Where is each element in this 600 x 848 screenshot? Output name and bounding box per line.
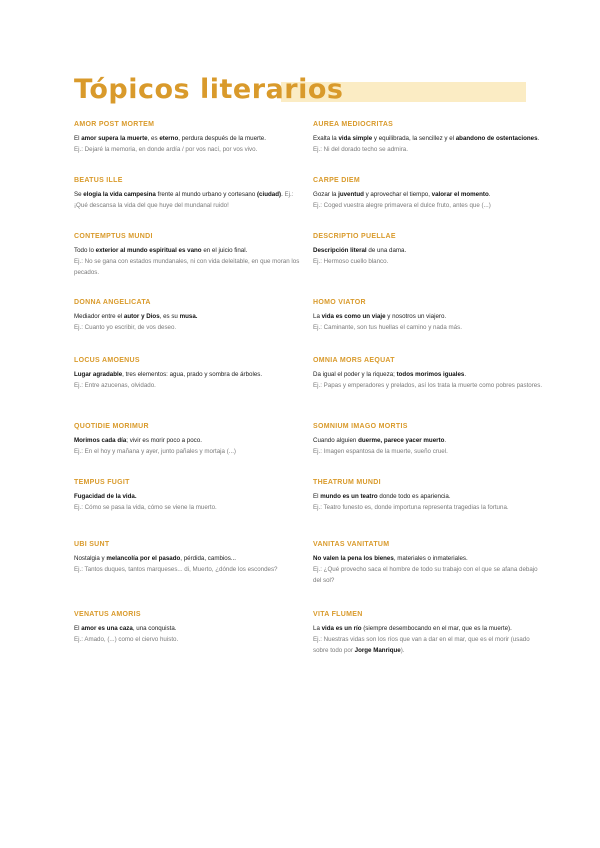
emphasis-text: todos morimos iguales: [396, 371, 465, 378]
topic-block: [313, 120, 545, 155]
text-segment: Ej.: Papas y emperadores y prelados, así los trata la muerte como pobres pastores.: [313, 382, 543, 389]
topic-definition: [74, 133, 306, 144]
topic-definition: [313, 491, 545, 502]
text-segment: , pérdida, cambios...: [180, 555, 236, 562]
topic-block: [313, 232, 545, 267]
emphasis-text: duerme, parece yacer muerto: [358, 437, 445, 444]
topic-block: [313, 298, 545, 333]
topic-example: [313, 256, 545, 267]
topic-block: [313, 610, 545, 656]
topic-example: [74, 144, 306, 155]
emphasis-text: amor es una caza: [81, 625, 133, 632]
topic-name: UBI SUNT: [74, 541, 110, 548]
topic-definition: [313, 245, 545, 256]
emphasis-text: valorar el momento: [431, 191, 489, 198]
text-segment: y nosotros un viajero.: [385, 313, 447, 320]
topic-name: DESCRIPTIO PUELLAE: [313, 233, 396, 240]
emphasis-text: abandono de ostentaciones: [455, 135, 538, 142]
emphasis-text: Descripción literal: [313, 247, 367, 254]
text-segment: (siempre desembocando en el mar, que es la muerte).: [361, 625, 512, 632]
text-segment: de una dama.: [366, 247, 407, 254]
text-segment: Ej.: ¿Qué provecho saca el hombre de todo su trabajo con el que se afana debajo del sol?: [313, 566, 538, 584]
topic-example: [313, 564, 545, 586]
text-segment: La: [313, 313, 322, 320]
topic-definition: [313, 435, 545, 446]
text-segment: El: [74, 625, 82, 632]
topic-block: [74, 232, 306, 278]
text-segment: y equilibrada, la sencillez y el: [372, 135, 456, 142]
topic-name: CONTEMPTUS MUNDI: [74, 233, 153, 240]
topic-name: OMNIA MORS AEQUAT: [313, 357, 395, 364]
topic-block: [313, 478, 545, 513]
topic-name: LOCUS AMOENUS: [74, 357, 140, 364]
topic-example: [313, 322, 545, 333]
header: [74, 74, 526, 114]
topic-example: [74, 322, 306, 333]
text-segment: Ej.: Coged vuestra alegre primavera el dulce fruto, antes que (...): [313, 202, 491, 209]
text-segment: .: [537, 135, 540, 142]
text-segment: El: [74, 135, 82, 142]
text-segment: Ej.: Hermoso cuello blanco.: [313, 258, 389, 265]
emphasis-text: vida simple: [338, 135, 373, 142]
text-segment: Mediador entre el: [74, 313, 124, 320]
text-segment: .: [488, 191, 491, 198]
topic-name: DONNA ANGELICATA: [74, 299, 151, 306]
text-segment: Gozar la: [313, 191, 339, 198]
emphasis-text: Fugacidad de la vida.: [74, 493, 137, 500]
topic-definition: [74, 245, 306, 256]
emphasis-text: Lugar agradable: [74, 371, 123, 378]
text-segment: Ej.: Amado, (...) como el ciervo huisto.: [74, 636, 179, 643]
text-segment: Ej.: Cuanto yo escribir, de vos deseo.: [74, 324, 177, 331]
topic-name: VENATUS AMORIS: [74, 611, 141, 618]
page-title: Tópicos literarios: [74, 74, 344, 105]
emphasis-text: eterno: [159, 135, 179, 142]
topic-definition: [313, 133, 545, 155]
text-segment: Exalta la: [313, 135, 339, 142]
text-segment: en el juicio final.: [201, 247, 248, 254]
text-segment: La: [313, 625, 322, 632]
text-segment: Ej.: Caminante, son tus huellas el camino y nada más.: [313, 324, 462, 331]
topic-definition: [313, 189, 545, 200]
topic-name: QUOTIDIE MORIMUR: [74, 423, 149, 430]
topic-example: [74, 502, 306, 513]
topic-name: SOMNIUM IMAGO MORTIS: [313, 423, 408, 430]
topic-definition: [74, 369, 306, 380]
topic-definition: [74, 623, 306, 634]
topic-block: [74, 610, 306, 645]
topic-block: [313, 356, 545, 391]
text-segment: ).: [400, 647, 405, 654]
topic-name: TEMPUS FUGIT: [74, 479, 130, 486]
emphasis-text: amor supera la muerte: [81, 135, 148, 142]
topic-example: [74, 446, 306, 457]
text-segment: Ej.: Imagen espantosa de la muerte, sueño cruel.: [313, 448, 448, 455]
text-segment: Ej.: Teatro funesto es, donde importuna representa tragedias la fortuna.: [313, 504, 509, 511]
topic-definition: [74, 553, 306, 564]
topic-definition: [74, 491, 306, 502]
topic-example: [313, 446, 545, 457]
text-segment: Se: [74, 191, 84, 198]
text-segment: Ej.: Tantos duques, tantos marqueses... di, Muerto, ¿dónde los escondes?: [74, 566, 278, 573]
emphasis-text: mundo es un teatro: [320, 493, 378, 500]
topic-definition: [74, 189, 306, 211]
topic-example: [313, 380, 545, 391]
text-segment: , es su: [159, 313, 180, 320]
emphasis-text: vida es como un viaje: [321, 313, 386, 320]
text-segment: Ej.: Entre azucenas, olvidado.: [74, 382, 156, 389]
topic-name: VANITAS VANITATUM: [313, 541, 390, 548]
topic-name: AMOR POST MORTEM: [74, 121, 155, 128]
topic-example: [313, 200, 545, 211]
emphasis-text: exterior al mundo espiritual es vano: [95, 247, 202, 254]
text-segment: Todo lo: [74, 247, 96, 254]
text-segment: , materiales o inmateriales.: [393, 555, 468, 562]
text-segment: Ej.: Dejaré la memoria, en donde ardía / por vos nací, por vos vivo.: [74, 146, 258, 153]
topic-block: [74, 478, 306, 513]
text-segment: Ej.: ¡Qué descansa la vida del que huye del mundanal ruido!: [74, 191, 294, 209]
text-segment: Nostalgia y: [74, 555, 107, 562]
emphasis-text: No valen la pena los bienes: [313, 555, 394, 562]
topic-name: THEATRUM MUNDI: [313, 479, 381, 486]
topic-block: [74, 176, 306, 211]
text-segment: , perdura después de la muerte.: [178, 135, 266, 142]
topic-example: [74, 634, 306, 645]
text-segment: Cuando alguien: [313, 437, 359, 444]
topic-block: [313, 422, 545, 457]
text-segment: frente al mundo urbano y cortesano: [155, 191, 257, 198]
emphasis-text: melancolía por el pasado: [106, 555, 181, 562]
emphasis-text: elogia la vida campesina: [83, 191, 156, 198]
emphasis-text: musa.: [179, 313, 198, 320]
topic-definition: [74, 435, 306, 446]
emphasis-text: juventud: [338, 191, 364, 198]
text-segment: ; vivir es morir poco a poco.: [126, 437, 202, 444]
text-segment: , tres elementos: agua, prado y sombra de árboles.: [122, 371, 263, 378]
text-segment: .: [464, 371, 467, 378]
text-segment: Ej.: Nuestras vidas son los ríos que van a dar en el mar, que es el morir (usado sobre todo por: [313, 636, 530, 654]
topic-definition: [313, 623, 545, 634]
topic-example: [313, 634, 545, 656]
topic-name: BEATUS ILLE: [74, 177, 123, 184]
emphasis-text: autor y Dios: [123, 313, 160, 320]
topic-definition: [313, 369, 545, 380]
topic-definition: [313, 311, 545, 322]
text-segment: donde todo es apariencia.: [377, 493, 451, 500]
text-segment: Da igual el poder y la riqueza;: [313, 371, 397, 378]
emphasis-text: Morimos cada día: [74, 437, 127, 444]
topic-block: [74, 540, 306, 575]
topic-name: VITA FLUMEN: [313, 611, 363, 618]
text-segment: Ej.: Cómo se pasa la vida, cómo se viene la muerto.: [74, 504, 217, 511]
text-segment: y aprovechar el tiempo,: [363, 191, 432, 198]
topic-example: [74, 564, 306, 575]
topic-block: [74, 298, 306, 333]
text-segment: , es: [147, 135, 160, 142]
text-segment: .: [281, 191, 283, 198]
text-segment: Ej.: No se gana con estados mundanales, ni con vida deleitable, en que moran los pecados.: [74, 258, 300, 276]
topic-example: [74, 256, 306, 278]
text-segment: .: [444, 437, 447, 444]
topic-name: AUREA MEDIOCRITAS: [313, 121, 394, 128]
topic-block: [74, 356, 306, 391]
text-segment: , una conquista.: [132, 625, 177, 632]
text-segment: Ej.: Ni del dorado techo se admira.: [313, 146, 408, 153]
emphasis-text: vida es un río: [321, 625, 362, 632]
topic-block: [74, 120, 306, 155]
topic-block: [313, 540, 545, 586]
topic-block: [313, 176, 545, 211]
topic-name: CARPE DIEM: [313, 177, 360, 184]
topic-definition: [74, 311, 306, 322]
text-segment: Ej.: En el hoy y mañana y ayer, junto pañales y mortaja (...): [74, 448, 236, 455]
emphasis-text: (ciudad): [257, 191, 282, 198]
text-segment: El: [313, 493, 321, 500]
topic-block: [74, 422, 306, 457]
topic-name: HOMO VIATOR: [313, 299, 366, 306]
topic-definition: [313, 553, 545, 564]
emphasis-text: Jorge Manrique: [354, 647, 401, 654]
topic-example: [313, 502, 545, 513]
topic-example: [74, 380, 306, 391]
